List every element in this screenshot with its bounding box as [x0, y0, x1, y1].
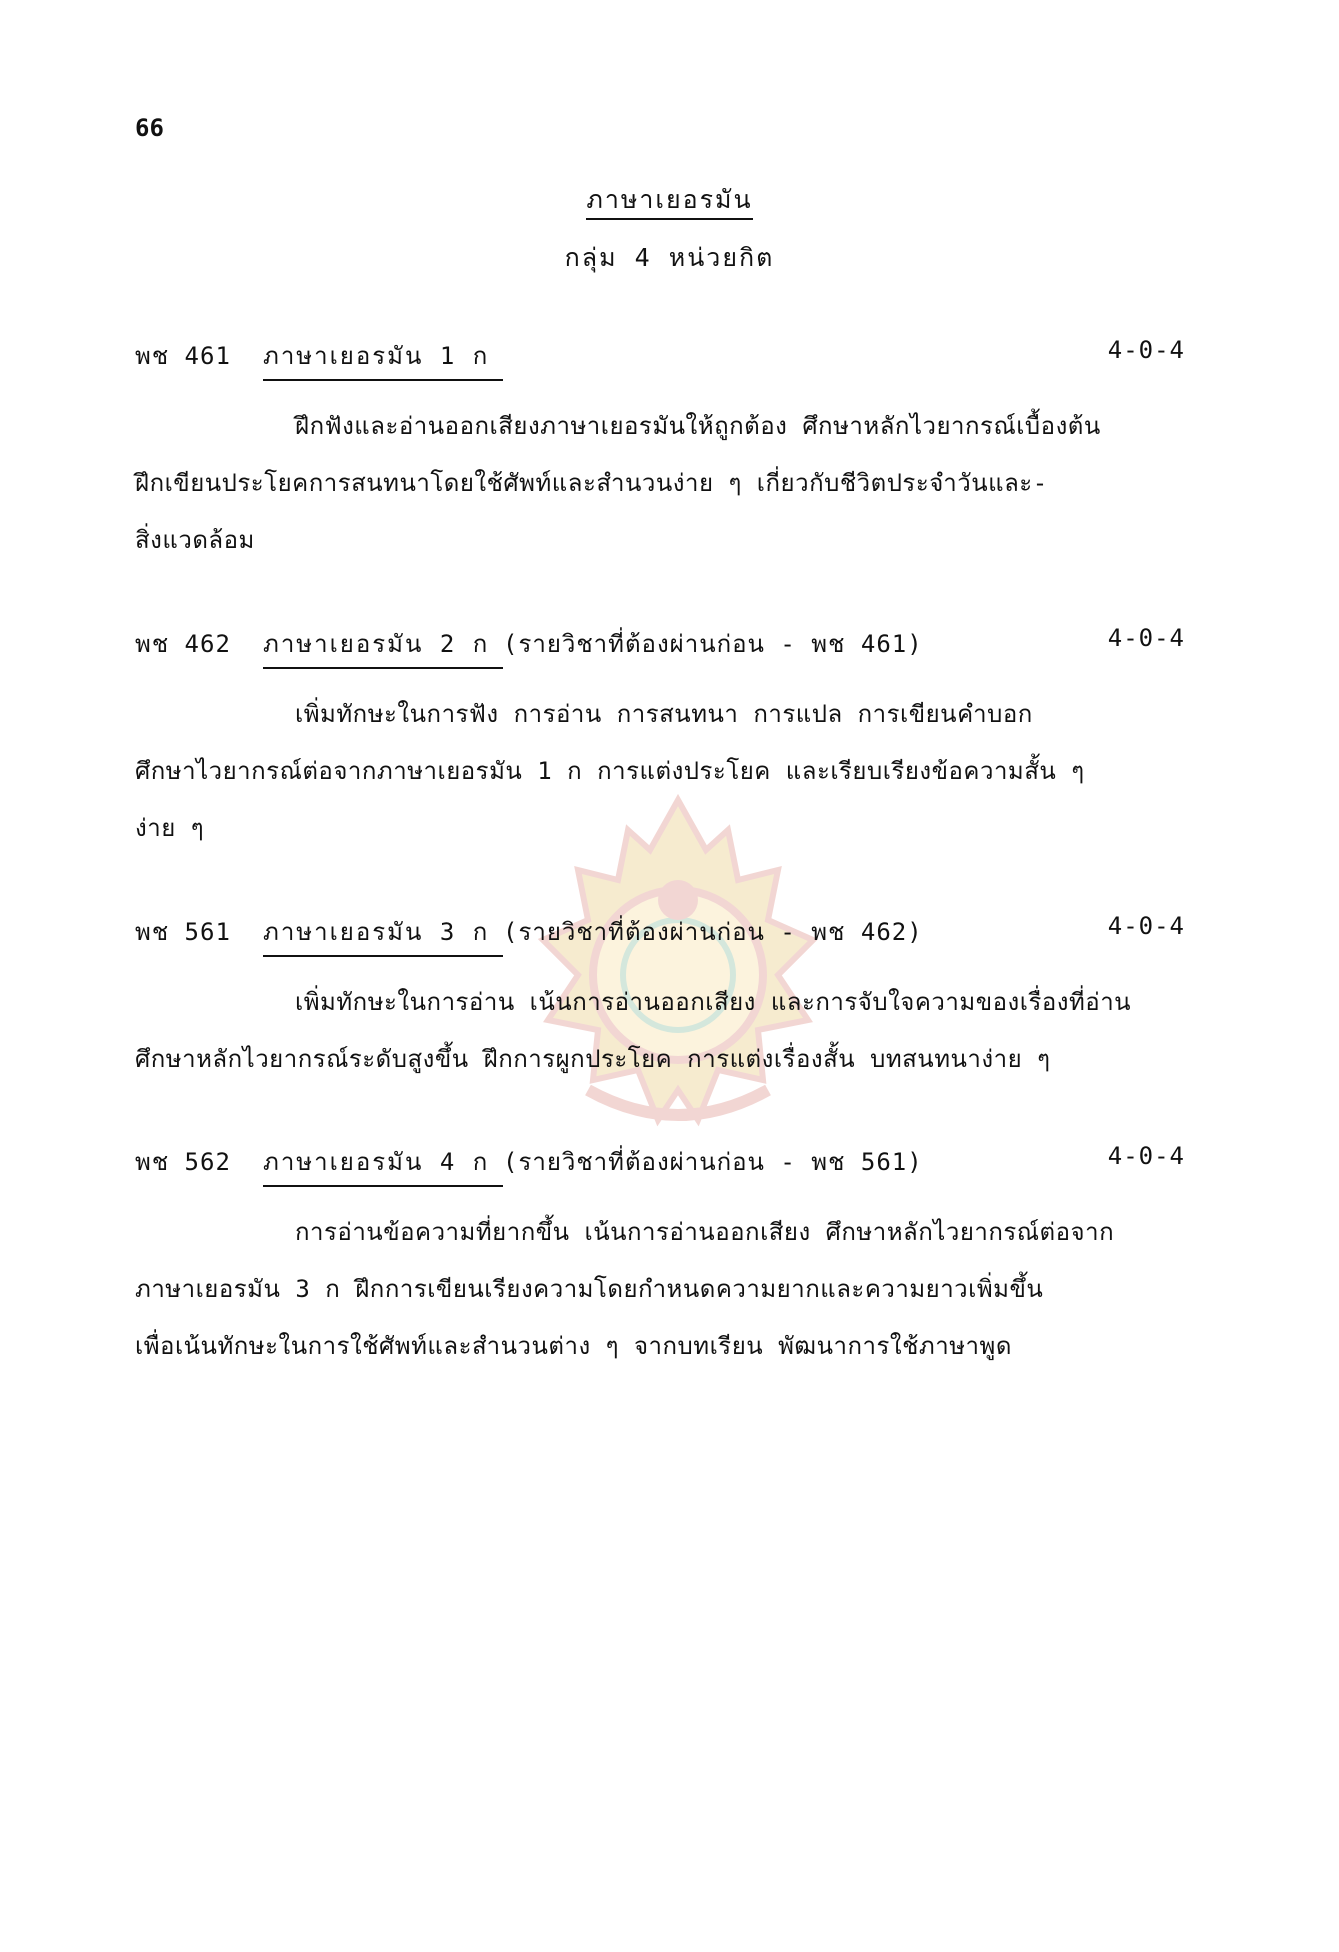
description-line: เพิ่มทักษะในการฟัง การอ่าน การสนทนา การแปล การเขียนคำบอก — [295, 700, 1033, 728]
course-entry-562 — [135, 1142, 1185, 1375]
course-description — [135, 686, 1185, 857]
description-line: ภาษาเยอรมัน 3 ก ฝึกการเขียนเรียงความโดยกำหนดความยากและความยาวเพิ่มขึ้น — [135, 1275, 1044, 1303]
description-line: สิ่งแวดล้อม — [135, 526, 255, 554]
course-credits: 4-0-4 — [1107, 912, 1185, 940]
description-line: ศึกษาไวยากรณ์ต่อจากภาษาเยอรมัน 1 ก การแต่งประโยค และเรียบเรียงข้อความสั้น ๆ — [135, 757, 1085, 785]
course-prerequisite: (รายวิชาที่ต้องผ่านก่อน - พช 461) — [503, 630, 923, 658]
course-credits: 4-0-4 — [1107, 624, 1185, 652]
description-line: ฝึกฟังและอ่านออกเสียงภาษาเยอรมันให้ถูกต้อง ศึกษาหลักไวยากรณ์เบื้องต้น — [295, 412, 1101, 440]
course-entry-462 — [135, 624, 1185, 857]
course-entry-561 — [135, 912, 1185, 1088]
course-code: พช 461 — [135, 342, 231, 370]
course-description — [135, 398, 1185, 569]
course-name: ภาษาเยอรมัน 3 ก — [263, 912, 503, 957]
course-prerequisite: (รายวิชาที่ต้องผ่านก่อน - พช 462) — [503, 918, 923, 946]
course-entry-461 — [135, 336, 1185, 569]
course-header — [135, 624, 1185, 664]
page-title-text: ภาษาเยอรมัน — [586, 185, 752, 220]
course-name: ภาษาเยอรมัน 2 ก — [263, 624, 503, 669]
course-description — [135, 1204, 1185, 1375]
description-line: ศึกษาหลักไวยากรณ์ระดับสูงขึ้น ฝึกการผูกประโยค การแต่งเรื่องสั้น บทสนทนาง่าย ๆ — [135, 1045, 1051, 1073]
description-line: เพิ่มทักษะในการอ่าน เน้นการอ่านออกเสียง และการจับใจความของเรื่องที่อ่าน — [295, 988, 1132, 1016]
course-prerequisite: (รายวิชาที่ต้องผ่านก่อน - พช 561) — [503, 1148, 923, 1176]
page-subtitle: กลุ่ม 4 หน่วยกิต — [564, 243, 775, 272]
course-code: พช 562 — [135, 1148, 231, 1176]
course-header — [135, 336, 1185, 376]
course-credits: 4-0-4 — [1107, 1142, 1185, 1170]
course-description — [135, 974, 1185, 1088]
course-credits: 4-0-4 — [1107, 336, 1185, 364]
course-code: พช 462 — [135, 630, 231, 658]
description-line: เพื่อเน้นทักษะในการใช้ศัพท์และสำนวนต่าง ๆ จากบทเรียน พัฒนาการใช้ภาษาพูด — [135, 1332, 1012, 1360]
course-name: ภาษาเยอรมัน 1 ก — [263, 336, 503, 381]
course-name: ภาษาเยอรมัน 4 ก — [263, 1142, 503, 1187]
page-number: 66 — [135, 114, 164, 142]
description-line: ฝึกเขียนประโยคการสนทนาโดยใช้ศัพท์และสำนวนง่าย ๆ เกี่ยวกับชีวิตประจำวันและ- — [135, 469, 1048, 497]
course-header — [135, 912, 1185, 952]
description-line: ง่าย ๆ — [135, 814, 205, 842]
page-title — [0, 180, 1339, 220]
course-header — [135, 1142, 1185, 1182]
course-code: พช 561 — [135, 918, 231, 946]
description-line: การอ่านข้อความที่ยากขึ้น เน้นการอ่านออกเสียง ศึกษาหลักไวยากรณ์ต่อจาก — [295, 1218, 1115, 1246]
